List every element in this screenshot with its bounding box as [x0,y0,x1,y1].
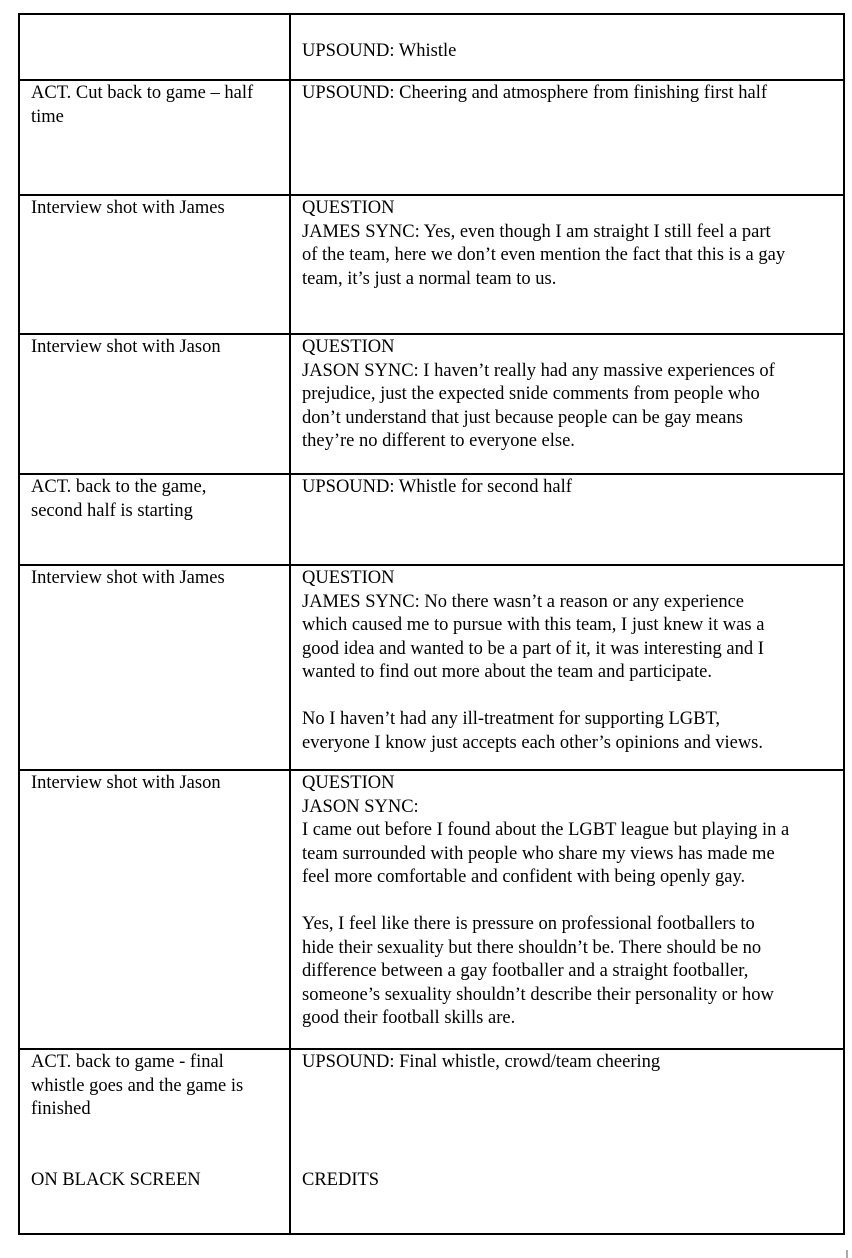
visual-cell [19,565,290,770]
text-line [302,890,835,914]
text-line: finished [31,1099,91,1119]
text-line: Interview shot with James [31,198,225,218]
text-line: JAMES SYNC: No there wasn’t a reason or any experience [302,591,745,612]
text-line: UPSOUND: Final whistle, crowd/team cheering [302,1052,661,1072]
text-line [302,1145,835,1169]
text-line: JASON SYNC: I haven’t really had any massive experiences of [302,360,775,381]
text-line: QUESTION [302,568,395,588]
audio-cell [290,1049,844,1234]
text-line: someone’s sexuality shouldn’t describe their personality or how [302,984,774,1005]
text-line [302,1122,835,1146]
text-line: team, it’s just a normal team to us. [302,268,557,289]
text-line: UPSOUND: Whistle [302,40,457,61]
text-line: whistle goes and the game is [31,1075,244,1096]
script-row [19,334,844,474]
text-line: ACT. back to game - final [31,1052,224,1072]
text-line: team surrounded with people who share my views has made me [302,843,775,864]
text-line: difference between a gay footballer and a straight footballer, [302,961,749,981]
text-line: good their football skills are. [302,1008,516,1028]
text-line: don’t understand that just because people can be gay means [302,407,743,428]
text-line [302,1098,835,1122]
visual-cell [19,1049,290,1234]
audio-cell [290,565,844,770]
script-row [19,14,844,80]
visual-cell [19,195,290,334]
text-line: they’re no different to everyone else. [302,431,575,451]
text-line [31,1122,281,1146]
audio-cell [290,334,844,474]
text-line: I came out before I found about the LGBT league but playing in a [302,820,790,840]
script-row [19,1049,844,1234]
text-line: prejudice, just the expected snide comments from people who [302,384,760,404]
text-line: No I haven’t had any ill-treatment for supporting LGBT, [302,709,721,729]
page-corner-mark [846,1250,848,1258]
script-row [19,770,844,1049]
audio-cell [290,80,844,195]
text-line: Interview shot with Jason [31,337,221,357]
text-line: Yes, I feel like there is pressure on professional footballers to [302,914,755,934]
visual-cell [19,770,290,1049]
text-line: QUESTION [302,773,395,793]
text-line: Interview shot with James [31,568,225,588]
script-row [19,80,844,195]
text-line: feel more comfortable and confident with being openly gay. [302,867,746,887]
text-line: everyone I know just accepts each other’s opinions and views. [302,732,764,753]
visual-cell [19,80,290,195]
text-line: of the team, here we don’t even mention the fact that this is a gay [302,245,786,265]
text-line: second half is starting [31,500,193,521]
text-line: which caused me to pursue with this team, I just knew it was a [302,615,765,635]
audio-cell [290,14,844,80]
text-line [302,685,835,709]
script-row [19,474,844,565]
visual-cell [19,474,290,565]
visual-cell [19,14,290,80]
visual-cell [19,334,290,474]
script-row [19,565,844,770]
text-line: wanted to find out more about the team and participate. [302,662,712,682]
audio-cell [290,770,844,1049]
text-line: JAMES SYNC: Yes, even though I am straight I still feel a part [302,221,771,242]
script-table [18,13,845,1235]
text-line: JASON SYNC: [302,796,419,817]
text-line: ON BLACK SCREEN [31,1169,201,1190]
text-line: good idea and wanted to be a part of it, it was interesting and I [302,638,764,659]
text-line: Interview shot with Jason [31,773,221,793]
text-line: time [31,106,64,127]
text-line: ACT. back to the game, [31,477,207,497]
text-line: UPSOUND: Whistle for second half [302,477,572,497]
text-line: ACT. Cut back to game – half [31,83,254,103]
text-line: QUESTION [302,198,395,218]
text-line: QUESTION [302,337,395,357]
text-line [302,16,835,40]
audio-cell [290,195,844,334]
script-row [19,195,844,334]
text-line [31,1145,281,1169]
text-line: UPSOUND: Cheering and atmosphere from finishing first half [302,83,767,103]
text-line: hide their sexuality but there shouldn’t be. There should be no [302,937,762,958]
text-line [302,1075,835,1099]
text-line: CREDITS [302,1169,380,1190]
audio-cell [290,474,844,565]
